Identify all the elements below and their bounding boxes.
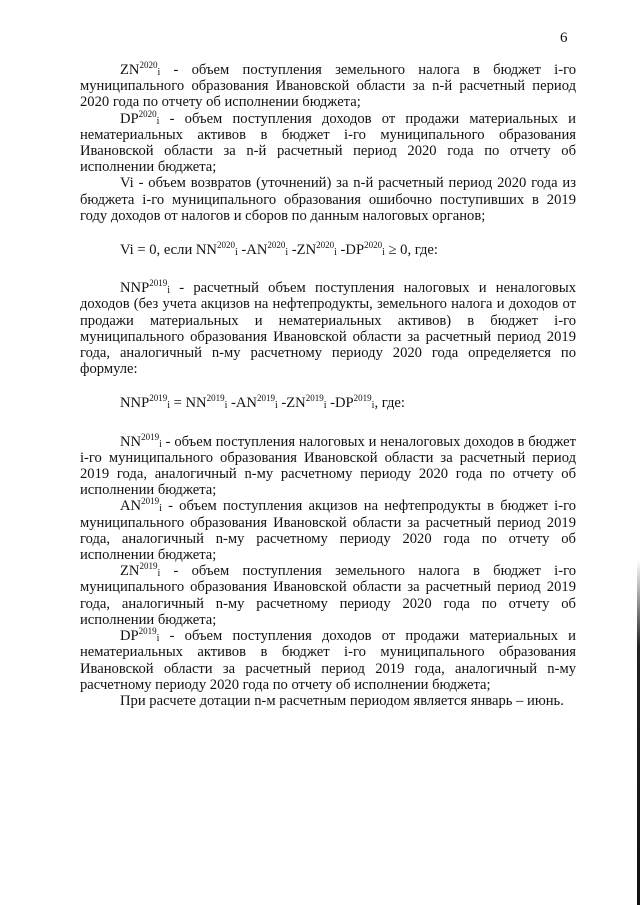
definition-text: - объем поступления доходов от продажи материальных и нематериальных активов в бюджет i-го муниципального образования Ивановской области за n-й расчетный период 2020 года по отчету об исполнении бюджета; <box>80 110 576 176</box>
variable-symbol: $DP^{2020}_i$ <box>120 108 160 127</box>
definition-nnp-2019 <box>80 280 576 377</box>
variable-symbol: $AN^{2019}_i$ <box>120 496 162 515</box>
definition-text: - расчетный объем поступления налоговых и неналоговых доходов (без учета акцизов на нефтепродукты, земельного налога и доходов от продажи материальных и нематериальных активов) в бюджет i-го муниципального образования Ивановской области за расчетный период 2019 года, аналогичный n-му расчетному периоду 2020 года определяется по формуле: <box>80 280 576 378</box>
definition-vi: Vi - объем возвратов (уточнений) за n-й расчетный период 2020 года из бюджета i-го муниципального образования ошибочно поступивших в 2019 году доходов от налогов и сборов по данным налоговых органов; <box>80 175 576 224</box>
definition-text: - объем поступления земельного налога в бюджет i-го муниципального образования Ивановской области за расчетный период 2019 года, аналогичный n-му расчетному периоду 2020 года по отчету об исполнении бюджета; <box>80 563 576 628</box>
variable-symbol: $ZN^{2020}_i$ <box>120 60 161 78</box>
definition-text: - объем поступления доходов от продажи материальных и нематериальных активов в бюджет i-го муниципального образования Ивановской области за расчетный период 2019 года, аналогичный n-му расчетному периоду 2020 года по отчету об исполнении бюджета; <box>80 628 576 693</box>
definition-an-2019 <box>80 498 576 563</box>
variable-symbol: $NNP^{2019}_i$ <box>120 278 170 297</box>
definition-dp-2019 <box>80 628 576 693</box>
definition-zn-2020 <box>80 62 576 111</box>
definition-nn-2019 <box>80 431 576 499</box>
definition-text: - объем поступления земельного налога в бюджет i-го муниципального образования Ивановской области за n-й расчетный период 2020 года по отчету об исполнении бюджета; <box>80 62 576 111</box>
variable-symbol: $ZN^{2019}_i$ <box>120 561 161 580</box>
final-note: При расчете дотации n-м расчетным периодом является январь – июнь. <box>120 692 564 709</box>
variable-symbol: $NN^{2019}_i$ <box>120 431 162 450</box>
page-number: 6 <box>560 30 568 46</box>
definition-dp-2020 <box>80 108 576 176</box>
document-body <box>80 62 576 709</box>
definition-zn-2019 <box>80 563 576 628</box>
nnp-formula: $NNP^{2019}_i = NN^{2019}_i$ $-AN^{2019}_i$ $-ZN^{2019}_i$ $-DP^{2019}_i$, где: <box>120 393 405 412</box>
definition-text: - объем поступления налоговых и неналоговых доходов в бюджет i-го муниципального образования Ивановской области за расчетный период 2019 года, аналогичный n-му расчетному периоду 2020 года по отчету об исполнении бюджета; <box>80 433 576 499</box>
definition-text: - объем поступления акцизов на нефтепродукты в бюджет i-го муниципального образования Ивановской области за расчетный период 2019 года, аналогичный n-му расчетному периоду 2020 года по отчету об исполнении бюджета; <box>80 498 576 564</box>
variable-symbol: $DP^{2019}_i$ <box>120 626 160 645</box>
vi-condition-formula: Vi = 0, если $NN^{2020}_i$ $-AN^{2020}_i$ $-ZN^{2020}_i$ $-DP^{2020}_i \ge 0$, где: <box>120 240 438 259</box>
